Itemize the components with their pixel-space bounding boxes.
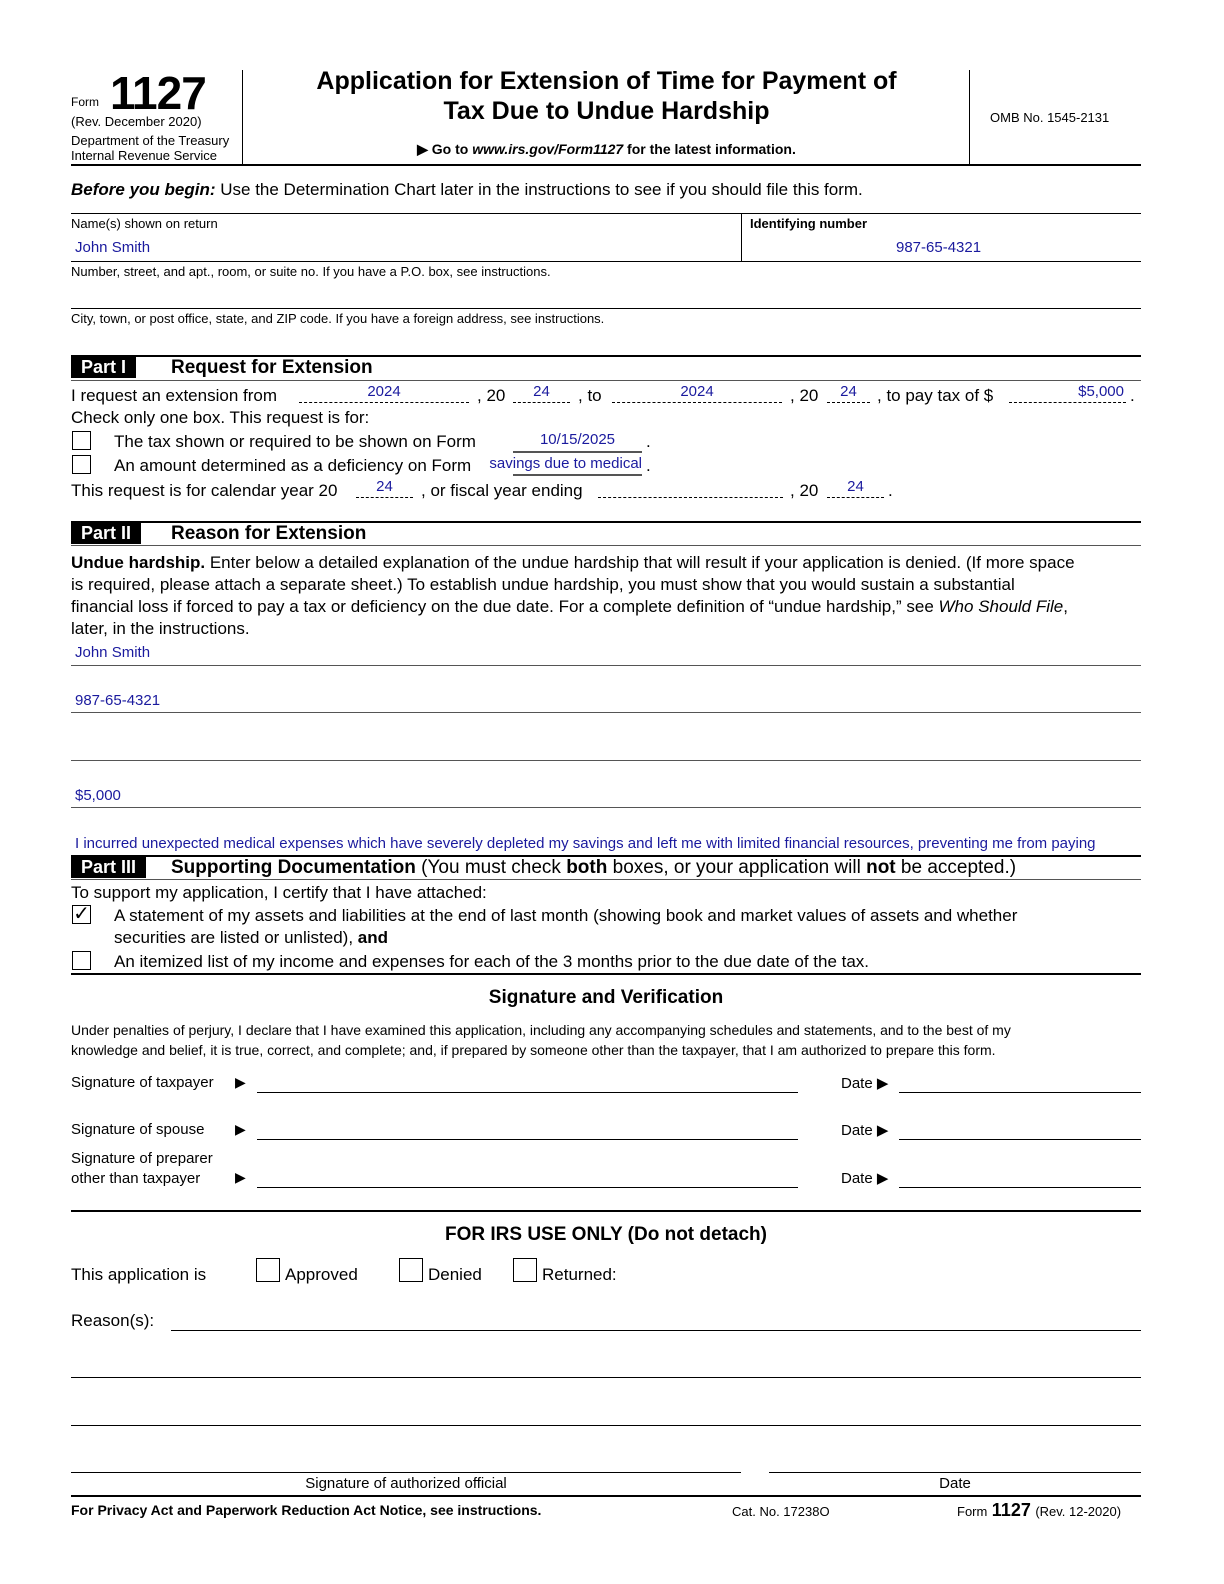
name-label: Name(s) shown on return [71,216,218,231]
year-prefix: , 20 [790,481,819,500]
extension-from-field[interactable]: 2024 [367,383,401,400]
returned-checkbox[interactable] [513,1258,537,1282]
year-prefix: , 20 [790,386,819,405]
tax-amount-field[interactable]: $5,000 [1078,383,1124,400]
reasons-line-2[interactable] [71,1377,1141,1378]
preparer-signature-field[interactable] [257,1187,798,1188]
assets-statement-checkbox[interactable] [72,905,91,924]
part-1-title: Request for Extension [171,357,373,378]
irs-link[interactable]: www.irs.gov/Form1127 [472,141,624,157]
form-number: 1127 [110,67,206,119]
denied-checkbox[interactable] [399,1258,423,1282]
street-label: Number, street, and apt., room, or suite no. If you have a P.O. box, see instructions. [71,264,551,279]
reason-line-2[interactable]: 987-65-4321 [75,692,161,709]
returned-label: Returned: [542,1265,617,1284]
fiscal-year-ending-field[interactable] [598,478,783,496]
taxpayer-signature-field[interactable] [257,1092,798,1093]
part-3-tag: Part III [71,856,146,878]
street-field[interactable] [75,286,1135,306]
preparer-date-field[interactable] [899,1187,1141,1188]
reasons-label: Reason(s): [71,1311,155,1330]
income-list-checkbox[interactable] [72,951,91,970]
option-deficiency-form-field[interactable]: savings due to medical [489,455,642,472]
official-date-field[interactable] [769,1472,1141,1473]
before-you-begin: Before you begin: Use the Determination Chart later in the instructions to see if you should file this form. [71,180,863,199]
arrow-icon: ▶ [235,1121,246,1137]
pay-tax-label: , to pay tax of $ [877,386,994,405]
checkmark-icon: ✓ [73,903,90,925]
catalog-number: Cat. No. 17238O [732,1504,830,1519]
from-year-field[interactable]: 24 [533,383,550,400]
extension-from-label: I request an extension from [71,386,278,405]
part-1-tag: Part I [71,356,136,378]
agency: Internal Revenue Service [71,148,217,163]
preparer-date-label: Date ▶ [841,1170,889,1187]
calendar-year-field[interactable]: 24 [376,478,393,495]
spouse-date-label: Date ▶ [841,1122,889,1139]
spouse-signature-label: Signature of spouse [71,1121,205,1138]
hardship-instructions: Undue hardship. Enter below a detailed explanation of the undue hardship that will result if your application is denied. (If more space is required, please attach a separate sheet.) To establish undue hardship, you must show that you would sustain a substantial financial loss if forced to pay a tax or deficiency on the due date. For a complete definition of “undue hardship,” see Who Should File, later, in the instructions. [71,553,1075,638]
reason-line-5[interactable]: I incurred unexpected medical expenses which have severely depleted my savings and left me with limited financial resources, preventing me from paying [75,835,1096,852]
signature-title: Signature and Verification [488,987,724,1008]
official-date-label: Date [939,1475,971,1492]
department: Department of the Treasury [71,133,230,148]
arrow-icon: ▶ [235,1169,246,1185]
application-is-label: This application is [71,1265,207,1284]
part-3-title: Supporting Documentation (You must check both boxes, or your application will not be accepted.) [171,857,1017,878]
id-number-field[interactable]: 987-65-4321 [896,239,982,256]
taxpayer-signature-label: Signature of taxpayer [71,1074,214,1091]
option-deficiency-checkbox[interactable] [72,455,91,474]
to-year-field[interactable]: 24 [840,383,857,400]
form-label: Form [71,95,99,109]
reason-line-3[interactable] [75,739,1141,757]
fiscal-year-label: , or fiscal year ending [421,481,583,500]
income-list-label: An itemized list of my income and expenses for each of the 3 months prior to the due date of the tax. [114,952,870,971]
part-2-tag: Part II [71,522,141,544]
irs-use-title: FOR IRS USE ONLY (Do not detach) [445,1224,767,1245]
calendar-year-label: This request is for calendar year 20 [71,481,338,500]
official-signature-field[interactable] [71,1472,741,1473]
spouse-signature-field[interactable] [257,1139,798,1140]
extension-to-field[interactable]: 2024 [680,383,714,400]
arrow-icon: ▶ [235,1074,246,1090]
certify-label: To support my application, I certify that I have attached: [71,883,487,902]
approved-label: Approved [285,1265,358,1284]
assets-statement-label: A statement of my assets and liabilities at the end of last month (showing book and market values of assets and whether securities are listed or unlisted), and [114,906,1018,947]
option-tax-shown-form-field[interactable]: 10/15/2025 [539,431,616,448]
omb-number: OMB No. 1545-2131 [990,110,1110,125]
goto-line: ▶ Go to www.irs.gov/Form1127 for the latest information. [417,141,796,157]
reason-line-1[interactable]: John Smith [75,644,151,661]
check-one-label: Check only one box. This request is for: [71,408,370,427]
part-2-title: Reason for Extension [171,523,367,544]
official-signature-label: Signature of authorized official [305,1475,507,1492]
footer-form-id: Form 1127 (Rev. 12-2020) [957,1500,1122,1520]
spouse-date-field[interactable] [899,1139,1141,1140]
option-tax-shown-label: The tax shown or required to be shown on Form [114,432,476,451]
reason-line-4[interactable]: $5,000 [75,787,121,804]
approved-checkbox[interactable] [256,1258,280,1282]
city-field[interactable] [75,333,1135,353]
to-label: , to [578,386,602,405]
reasons-line-3[interactable] [71,1425,1141,1426]
name-field[interactable]: John Smith [75,239,151,256]
perjury-statement: Under penalties of perjury, I declare that I have examined this application, including any accompanying schedules and statements, and to the best of my knowledge and belief, it is true, correct, and complete; and, if prepared by someone other than the taxpayer, that I am authorized to prepare this form. [71,1022,1011,1058]
period: . [1130,386,1135,405]
id-label: Identifying number [750,216,867,231]
city-label: City, town, or post office, state, and ZIP code. If you have a foreign address, see instructions. [71,311,605,326]
preparer-signature-label: Signature of preparer other than taxpayer [71,1150,213,1187]
option-deficiency-label: An amount determined as a deficiency on Form [114,456,472,475]
fiscal-year-field[interactable]: 24 [847,478,864,495]
taxpayer-date-field[interactable] [899,1092,1141,1093]
option-tax-shown-checkbox[interactable] [72,431,91,450]
year-prefix: , 20 [477,386,506,405]
privacy-notice: For Privacy Act and Paperwork Reduction Act Notice, see instructions. [71,1502,542,1518]
form-revision: (Rev. December 2020) [71,114,202,129]
taxpayer-date-label: Date ▶ [841,1075,889,1092]
form-title: Application for Extension of Time for Payment of Tax Due to Undue Hardship [316,67,897,125]
reasons-line-1[interactable] [171,1330,1141,1331]
denied-label: Denied [428,1265,482,1284]
